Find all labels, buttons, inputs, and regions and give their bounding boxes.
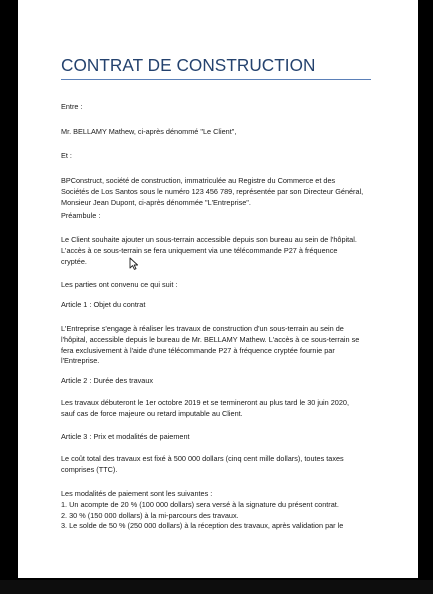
paragraph — [61, 376, 395, 387]
paragraph-line: BPConstruct, société de construction, immatriculée au Registre du Commerce et des — [61, 176, 336, 185]
paragraph — [61, 300, 395, 311]
paragraph — [61, 398, 395, 420]
paragraph-line: Monsieur Jean Dupont, ci-après dénommée "L'Entreprise". — [61, 197, 251, 207]
paragraph-line: Le Client souhaite ajouter un sous-terrain accessible depuis son bureau au sein de l'hôpital. — [61, 235, 357, 244]
paragraph-line: Préambule : — [61, 211, 101, 220]
screen-bottom-bar — [0, 580, 433, 594]
mouse-pointer-icon — [129, 257, 139, 270]
paragraph — [61, 432, 395, 443]
paragraph-line: L'Entreprise s'engage à réaliser les travaux de construction d'un sous-terrain au sein de — [61, 324, 344, 333]
paragraph — [61, 454, 395, 476]
paragraph-line: 1. Un acompte de 20 % (100 000 dollars) sera versé à la signature du présent contrat. — [61, 499, 339, 509]
paragraph-line: 3. Le solde de 50 % (250 000 dollars) à la réception des travaux, après validation par le — [61, 521, 344, 531]
paragraph-line: sauf cas de force majeure ou retard imputable au Client. — [61, 408, 243, 418]
document-title: CONTRAT DE CONSTRUCTION — [61, 55, 371, 80]
paragraph-line: Article 3 : Prix et modalités de paiement — [61, 432, 190, 441]
paragraph-line: Mr. BELLAMY Mathew, ci-après dénommé "Le Client", — [61, 127, 237, 136]
paragraph-line: Entre : — [61, 102, 83, 111]
paragraph — [61, 102, 395, 113]
paragraph-line: L'accès à ce sous-terrain se fera uniquement via une télécommande P27 à fréquence — [61, 245, 338, 255]
paragraph-line: Article 2 : Durée des travaux — [61, 376, 154, 385]
paragraph-line: l'Entreprise. — [61, 356, 100, 366]
paragraph — [61, 151, 395, 162]
paragraph-line: cryptée. — [61, 256, 87, 266]
paragraph-line: l'hôpital, accessible depuis le bureau de Mr. BELLAMY Mathew. L'accès à ce sous-terrain se — [61, 334, 360, 344]
paragraph-line: Le coût total des travaux est fixé à 500 000 dollars (cinq cent mille dollars), toutes taxes — [61, 454, 344, 463]
paragraph-line: Les parties ont convenu ce qui suit : — [61, 280, 178, 289]
paragraph-line: Les travaux débuteront le 1er octobre 2019 et se termineront au plus tard le 30 juin 2020, — [61, 398, 350, 407]
paragraph-line: fera exclusivement à l'aide d'une télécommande P27 à fréquence cryptée fournie par — [61, 345, 335, 355]
paragraph — [61, 280, 395, 291]
document-page[interactable] — [18, 0, 418, 578]
paragraph-line: Sociétés de Los Santos sous le numéro 123 456 789, représentée par son Directeur Général, — [61, 186, 364, 196]
paragraph — [61, 211, 395, 222]
paragraph-line: Et : — [61, 151, 72, 160]
paragraph — [61, 176, 395, 208]
paragraph-line: 2. 30 % (150 000 dollars) à la mi-parcours des travaux. — [61, 510, 239, 520]
paragraph — [61, 235, 395, 267]
paragraph — [61, 489, 395, 532]
paragraph-line: comprises (TTC). — [61, 464, 118, 474]
paragraph — [61, 127, 395, 138]
paragraph-line: Article 1 : Objet du contrat — [61, 300, 146, 309]
paragraph-line: Les modalités de paiement sont les suivantes : — [61, 489, 213, 498]
paragraph — [61, 324, 395, 367]
